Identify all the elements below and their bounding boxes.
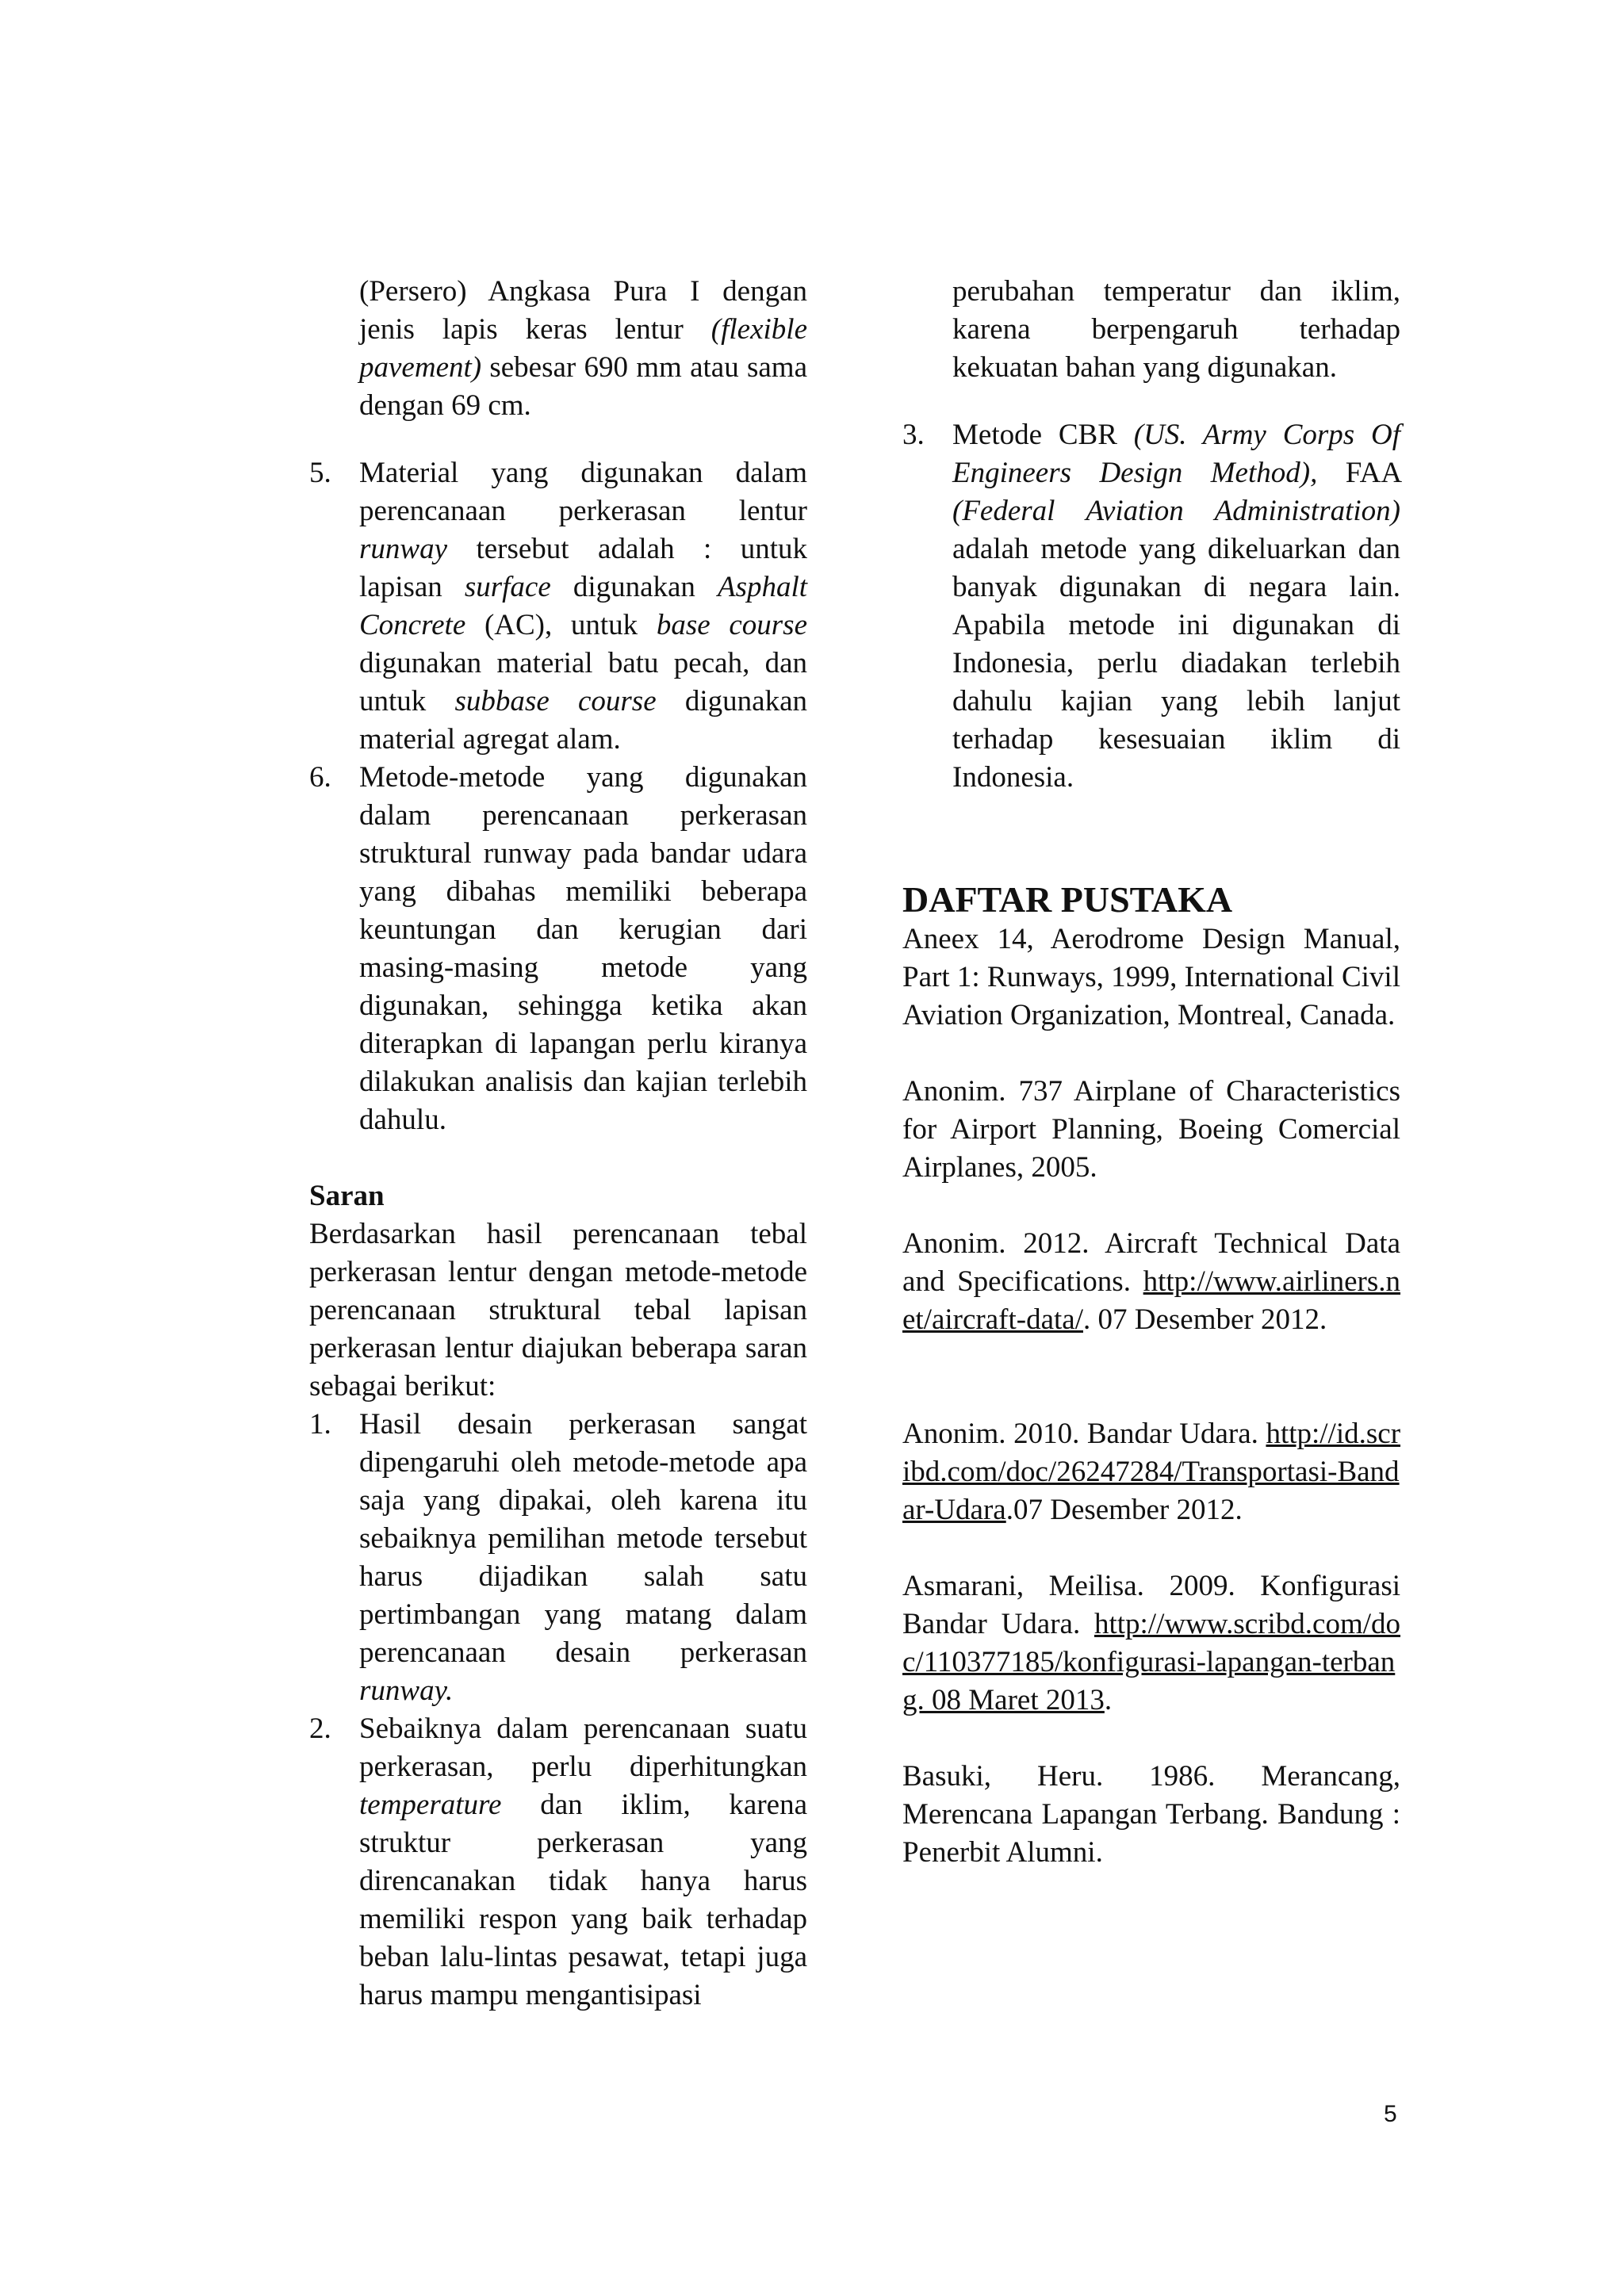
italic-term: (US. Army Corps Of Engineers Design Method),	[952, 419, 1401, 489]
text-run: FAA	[1345, 457, 1400, 489]
reference-6: Basuki, Heru. 1986. Merancang, Merencana Lapangan Terbang. Bandung : Penerbit Alumni.	[902, 1760, 1400, 1869]
italic-term: temperature	[359, 1789, 502, 1821]
italic-term: runway.	[359, 1674, 454, 1707]
italic-term: base course	[656, 609, 807, 641]
reference-link[interactable]: http://www.scribd.com/doc/110377185/konfigurasi-lapangan-terbang. 08 Maret 2013	[902, 1608, 1401, 1716]
saran-list-continued	[902, 416, 1400, 797]
text-run: (AC), untuk	[484, 609, 638, 641]
text-run: Metode-metode yang digunakan dalam perencanaan perkerasan struktural runway pada bandar udara yang dibahas memiliki beberapa keuntungan dan kerugian dari masing-masing metode yang digunakan, sehingga ketika akan diterapkan di lapangan perlu kiranya dilakukan analisis dan kajian terlebih dahulu.	[359, 761, 807, 1136]
text-run: sebesar 690 mm atau sama dengan 69 cm.	[359, 351, 808, 422]
continuation-paragraph: perubahan temperatur dan iklim, karena berpengaruh terhadap kekuatan bahan yang digunakan.	[952, 275, 1400, 384]
saran-intro: Berdasarkan hasil perencanaan tebal perkerasan lentur dengan metode-metode perencanaan struktural tebal lapisan perkerasan lentur diajukan beberapa saran sebagai berikut:	[309, 1218, 807, 1402]
italic-term: (flexible pavement)	[359, 313, 808, 384]
list-item	[902, 416, 1400, 797]
text-run: adalah metode yang dikeluarkan dan banyak digunakan di negara lain. Apabila metode ini digunakan di Indonesia, perlu diadakan terlebih dahulu kajian yang lebih lanjut terhadap kesesuaian iklim di Indonesia.	[952, 533, 1400, 794]
italic-term: Asphalt Concrete	[359, 571, 808, 641]
reference-3	[902, 1225, 1400, 1339]
text-run: Metode CBR	[952, 419, 1117, 451]
reference-2: Anonim. 737 Airplane of Characteristics for Airport Planning, Boeing Comercial Airplanes, 2005.	[902, 1075, 1400, 1184]
text-run: dan iklim, karena struktur perkerasan yang direncanakan tidak hanya harus memiliki respon yang baik terhadap beban lalu-lintas pesawat, tetapi juga harus mampu mengantisipasi	[359, 1789, 807, 2011]
list-number: 1.	[309, 1408, 331, 1441]
text-run: digunakan material agregat alam.	[359, 685, 808, 756]
text-run: .07 Desember 2012.	[1005, 1494, 1243, 1526]
left-column	[309, 243, 807, 2015]
list-number: 2.	[309, 1712, 331, 1745]
page-number: 5	[1384, 2101, 1397, 2127]
italic-term: runway	[359, 533, 447, 565]
text-run: tersebut adalah : untuk lapisan	[359, 533, 808, 603]
list-number: 6.	[309, 761, 331, 794]
list-number: 3.	[902, 419, 925, 451]
text-run: digunakan	[573, 571, 695, 603]
text-run: Hasil desain perkerasan sangat dipengaruhi oleh metode-metode apa saja yang dipakai, oleh karena itu sebaiknya pemilihan metode tersebut harus dijadikan salah satu pertimbangan yang matang dalam perencanaan desain perkerasan	[359, 1408, 807, 1669]
italic-term: surface	[464, 571, 551, 603]
reference-5	[902, 1567, 1400, 1720]
reference-4	[902, 1415, 1400, 1529]
reference-link[interactable]: http://id.scribd.com/doc/26247284/Transportasi-Bandar-Udara	[902, 1418, 1401, 1526]
list-item	[309, 1406, 807, 1710]
section-heading-saran: Saran	[309, 1180, 385, 1212]
continuation-paragraph	[309, 273, 807, 425]
list-number: 5.	[309, 457, 331, 489]
section-heading-daftar-pustaka: DAFTAR PUSTAKA	[902, 879, 1233, 920]
text-run: Anonim. 2012. Aircraft Technical Data and Specifications.	[902, 1227, 1400, 1298]
reference-link[interactable]: http://www.airliners.net/aircraft-data/	[902, 1265, 1401, 1336]
list-item	[309, 1710, 807, 2015]
italic-term: (Federal Aviation Administration)	[952, 495, 1400, 527]
saran-list	[309, 1406, 807, 2015]
text-run: Material yang digunakan dalam perencanaan perkerasan lentur	[359, 457, 807, 527]
text-run: .	[1104, 1684, 1113, 1716]
text-run: digunakan material batu pecah, dan untuk	[359, 647, 807, 718]
list-item	[309, 454, 807, 759]
list-item	[309, 759, 807, 1139]
text-run: Sebaiknya dalam perencanaan suatu perkerasan, perlu diperhitungkan	[359, 1712, 807, 1783]
text-run: (Persero) Angkasa Pura I dengan jenis lapis keras lentur	[359, 275, 807, 346]
text-run: Asmarani, Meilisa. 2009. Konfigurasi Bandar Udara.	[902, 1570, 1400, 1640]
text-run: . 07 Desember 2012.	[1083, 1303, 1327, 1336]
text-run: Anonim. 2010. Bandar Udara.	[902, 1418, 1258, 1450]
reference-1: Aneex 14, Aerodrome Design Manual, Part 1: Runways, 1999, International Civil Aviation Organization, Montreal, Canada.	[902, 923, 1400, 1031]
right-column	[902, 243, 1400, 1872]
conclusion-list	[309, 454, 807, 1139]
italic-term: subbase course	[454, 685, 657, 718]
